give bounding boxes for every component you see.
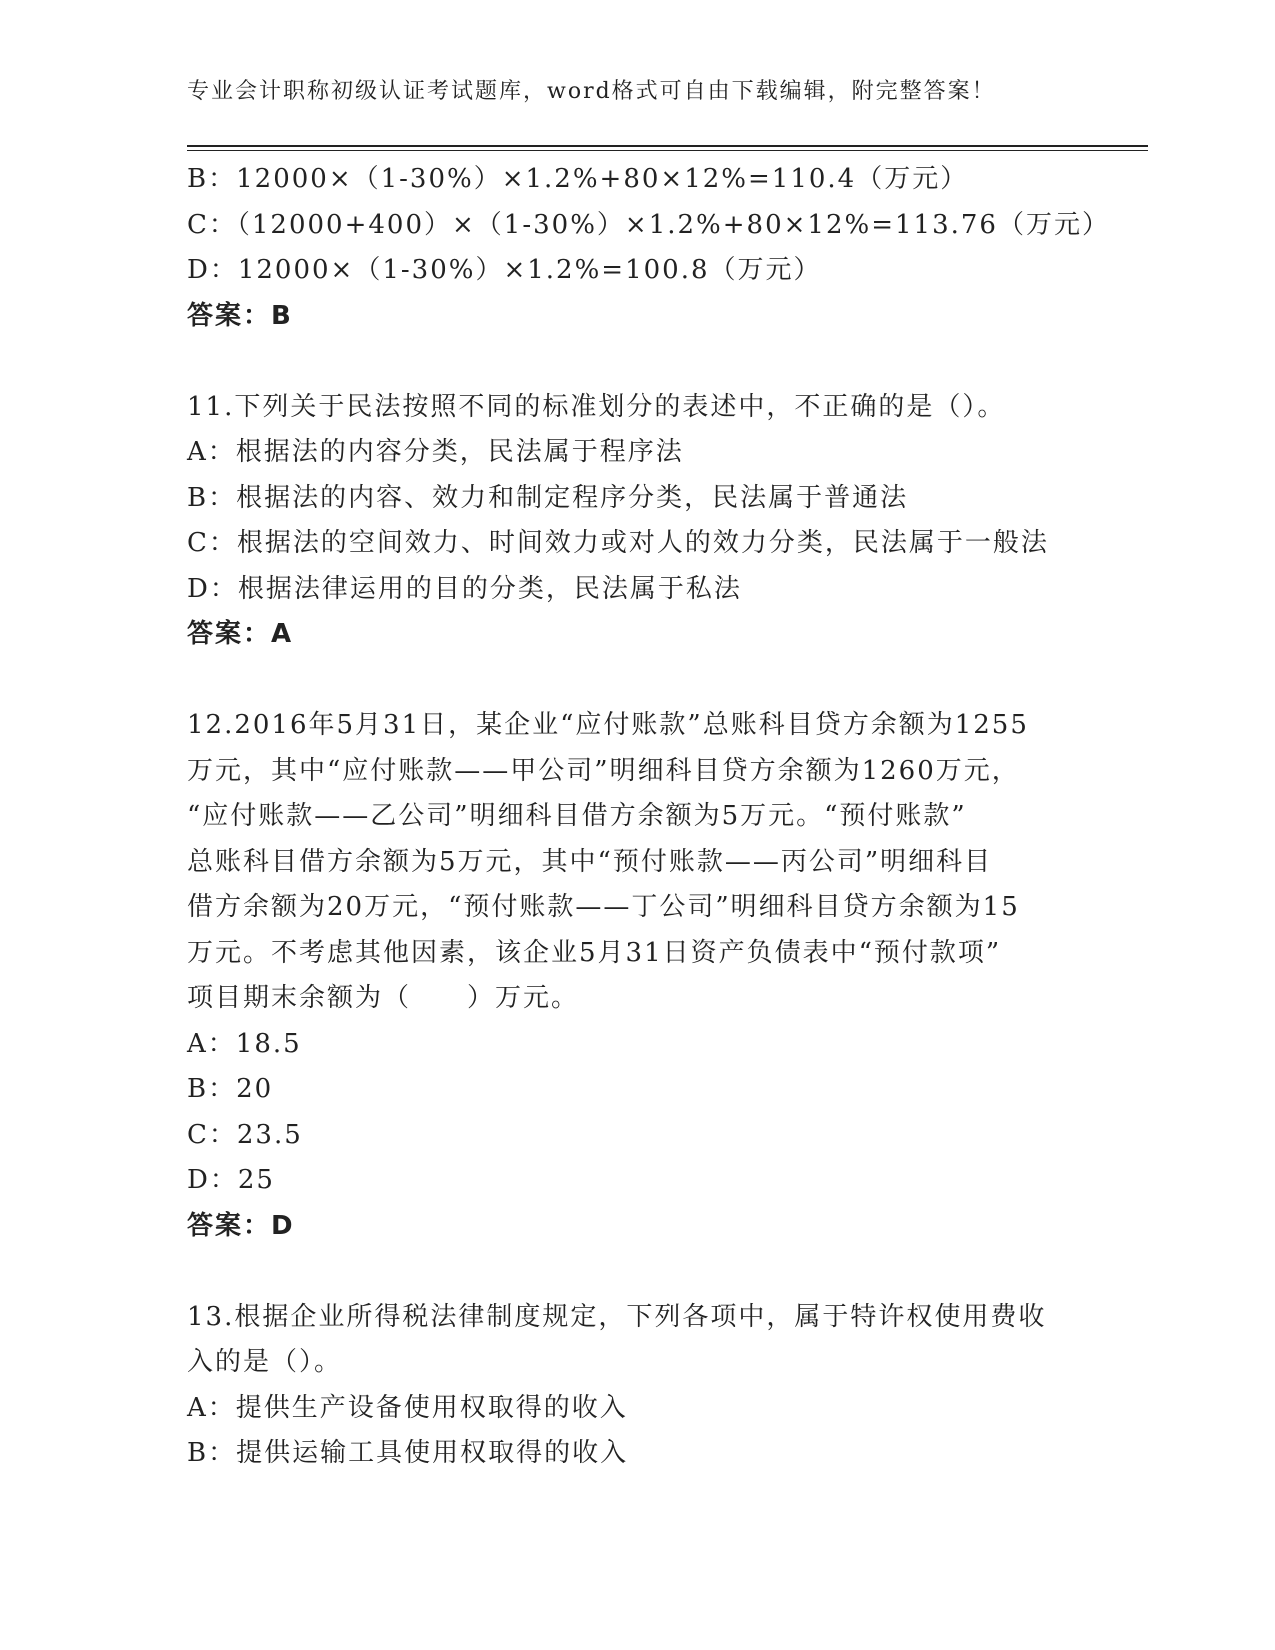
question-12 xyxy=(187,703,1087,1249)
option-d: D：25 xyxy=(187,1165,275,1195)
option-b: B：12000×（1-30%）×1.2%+80×12%=110.4（万元） xyxy=(187,164,969,194)
question-11 xyxy=(187,385,1087,658)
question-stem: 11.下列关于民法按照不同的标准划分的表述中，不正确的是（）。 xyxy=(187,391,1006,422)
header-divider-thick xyxy=(187,145,1148,147)
option-b: B：提供运输工具使用权取得的收入 xyxy=(187,1438,629,1468)
question-13 xyxy=(187,1295,1087,1477)
question-stem: 总账科目借方余额为5万元，其中“预付账款——丙公司”明细科目 xyxy=(187,846,993,877)
question-stem: 13.根据企业所得税法律制度规定，下列各项中，属于特许权使用费收 xyxy=(187,1301,1047,1332)
question-stem: 万元，其中“应付账款——甲公司”明细科目贷方余额为1260万元， xyxy=(187,755,1020,786)
option-c: C：根据法的空间效力、时间效力或对人的效力分类，民法属于一般法 xyxy=(187,528,1049,558)
answer: 答案：A xyxy=(187,619,294,649)
option-b: B：根据法的内容、效力和制定程序分类，民法属于普通法 xyxy=(187,482,909,513)
option-a: A：根据法的内容分类，民法属于程序法 xyxy=(187,437,684,467)
question-stem: 入的是（）。 xyxy=(187,1347,343,1377)
option-a: A：提供生产设备使用权取得的收入 xyxy=(187,1392,628,1423)
spacer xyxy=(187,339,1087,385)
document-body xyxy=(187,157,1110,1477)
spacer xyxy=(187,658,1087,704)
option-b: B：20 xyxy=(187,1074,274,1104)
header-divider-thin xyxy=(187,150,1148,151)
option-d: D：根据法律运用的目的分类，民法属于私法 xyxy=(187,573,742,604)
question-stem: 项目期末余额为（ ）万元。 xyxy=(187,983,580,1013)
page-header: 专业会计职称初级认证考试题库，word格式可自由下载编辑，附完整答案！ xyxy=(187,79,996,104)
question-10 xyxy=(187,157,1110,339)
question-stem: 12.2016年5月31日，某企业“应付账款”总账科目贷方余额为1255 xyxy=(187,710,1029,740)
answer: 答案：D xyxy=(187,1210,295,1241)
option-d: D：12000×（1-30%）×1.2%=100.8（万元） xyxy=(187,255,822,285)
option-c: C：（12000+400）×（1-30%）×1.2%+80×12%=113.76（万元） xyxy=(187,209,1110,240)
answer: 答案：B xyxy=(187,300,293,331)
question-stem: 万元。不考虑其他因素，该企业5月31日资产负债表中“预付款项” xyxy=(187,937,1002,968)
question-stem: “应付账款——乙公司”明细科目借方余额为5万元。“预付账款” xyxy=(187,801,967,831)
spacer xyxy=(187,1249,1087,1295)
question-stem: 借方余额为20万元，“预付账款——丁公司”明细科目贷方余额为15 xyxy=(187,892,1020,922)
option-c: C：23.5 xyxy=(187,1119,303,1150)
option-a: A：18.5 xyxy=(187,1028,302,1059)
